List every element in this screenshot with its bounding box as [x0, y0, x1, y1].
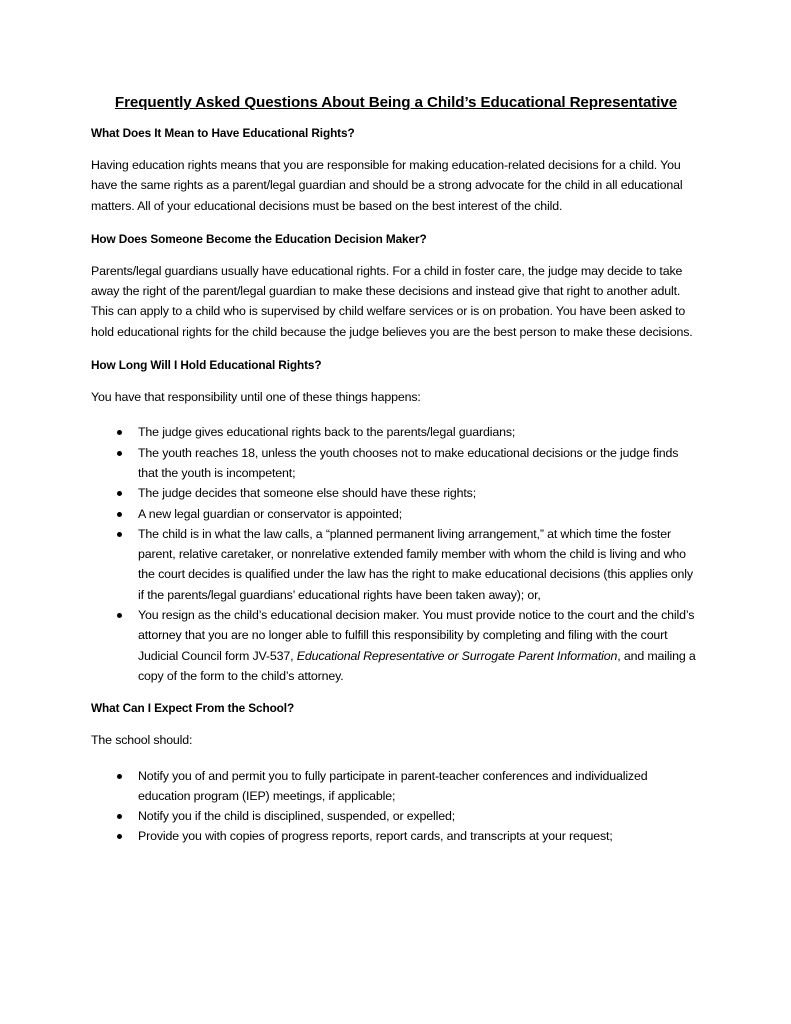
section-paragraph: Having education rights means that you are responsible for making education-related decisions for a child. You have the same rights as a parent/legal guardian and should be a strong advocate for the child in all educational matters. All of your educational decisions must be based on the best interest of the child. — [91, 158, 683, 213]
bullet-icon — [117, 532, 122, 537]
form-title: Educational Representative or Surrogate Parent Information — [296, 648, 618, 663]
bullet-icon — [117, 774, 122, 779]
bullet-icon — [117, 613, 122, 618]
bullet-icon — [117, 491, 122, 496]
bullet-list — [91, 422, 701, 686]
bullet-icon — [117, 512, 122, 517]
section-heading: How Long Will I Hold Educational Rights? — [91, 358, 322, 373]
list-item: You resign as the child’s educational decision maker. You must provide notice to the court and the child’s attorney that you are no longer able to fulfill this responsibility by completing and filing with the court Judicial Council form JV-537, Educational Representative or Surrogate Parent Information, and mailing a copy of the form to the child’s attorney. — [91, 605, 701, 686]
list-item: A new legal guardian or conservator is appointed; — [91, 504, 701, 524]
section-intro: You have that responsibility until one of these things happens: — [91, 390, 421, 405]
list-item: The judge gives educational rights back to the parents/legal guardians; — [91, 422, 701, 442]
section-paragraph: Parents/legal guardians usually have educational rights. For a child in foster care, the judge may decide to take away the right of the parent/legal guardian to make these decisions and instead give that right to another adult. This can apply to a child who is supervised by child welfare services or is on probation. You have been asked to hold educational rights for the child because the judge believes you are the best person to make these decisions. — [91, 263, 693, 339]
list-item: Provide you with copies of progress reports, report cards, and transcripts at your request; — [91, 826, 701, 846]
section-heading: How Does Someone Become the Education Decision Maker? — [91, 231, 427, 246]
bullet-icon — [117, 451, 122, 456]
section-heading: What Does It Mean to Have Educational Rights? — [91, 126, 355, 140]
list-item: The judge decides that someone else should have these rights; — [91, 483, 701, 503]
list-item: Notify you of and permit you to fully participate in parent-teacher conferences and individualized education program (IEP) meetings, if applicable; — [91, 766, 701, 807]
section-heading: What Can I Expect From the School? — [91, 701, 295, 716]
bullet-list — [91, 766, 701, 847]
list-item: Notify you if the child is disciplined, suspended, or expelled; — [91, 806, 701, 826]
bullet-icon — [117, 430, 122, 435]
bullet-icon — [117, 834, 122, 839]
list-item: The child is in what the law calls, a “planned permanent living arrangement,” at which time the foster parent, relative caretaker, or nonrelative extended family member with whom the child is living and who the court decides is qualified under the law has the right to make educational decisions (this applies only if the parents/legal guardians’ educational rights have been taken away); or, — [91, 524, 701, 605]
section-intro: The school should: — [91, 733, 193, 748]
bullet-icon — [117, 814, 122, 819]
list-item: The youth reaches 18, unless the youth chooses not to make educational decisions or the judge finds that the youth is incompetent; — [91, 443, 701, 484]
document-title: Frequently Asked Questions About Being a Child’s Educational Representative — [114, 94, 678, 111]
